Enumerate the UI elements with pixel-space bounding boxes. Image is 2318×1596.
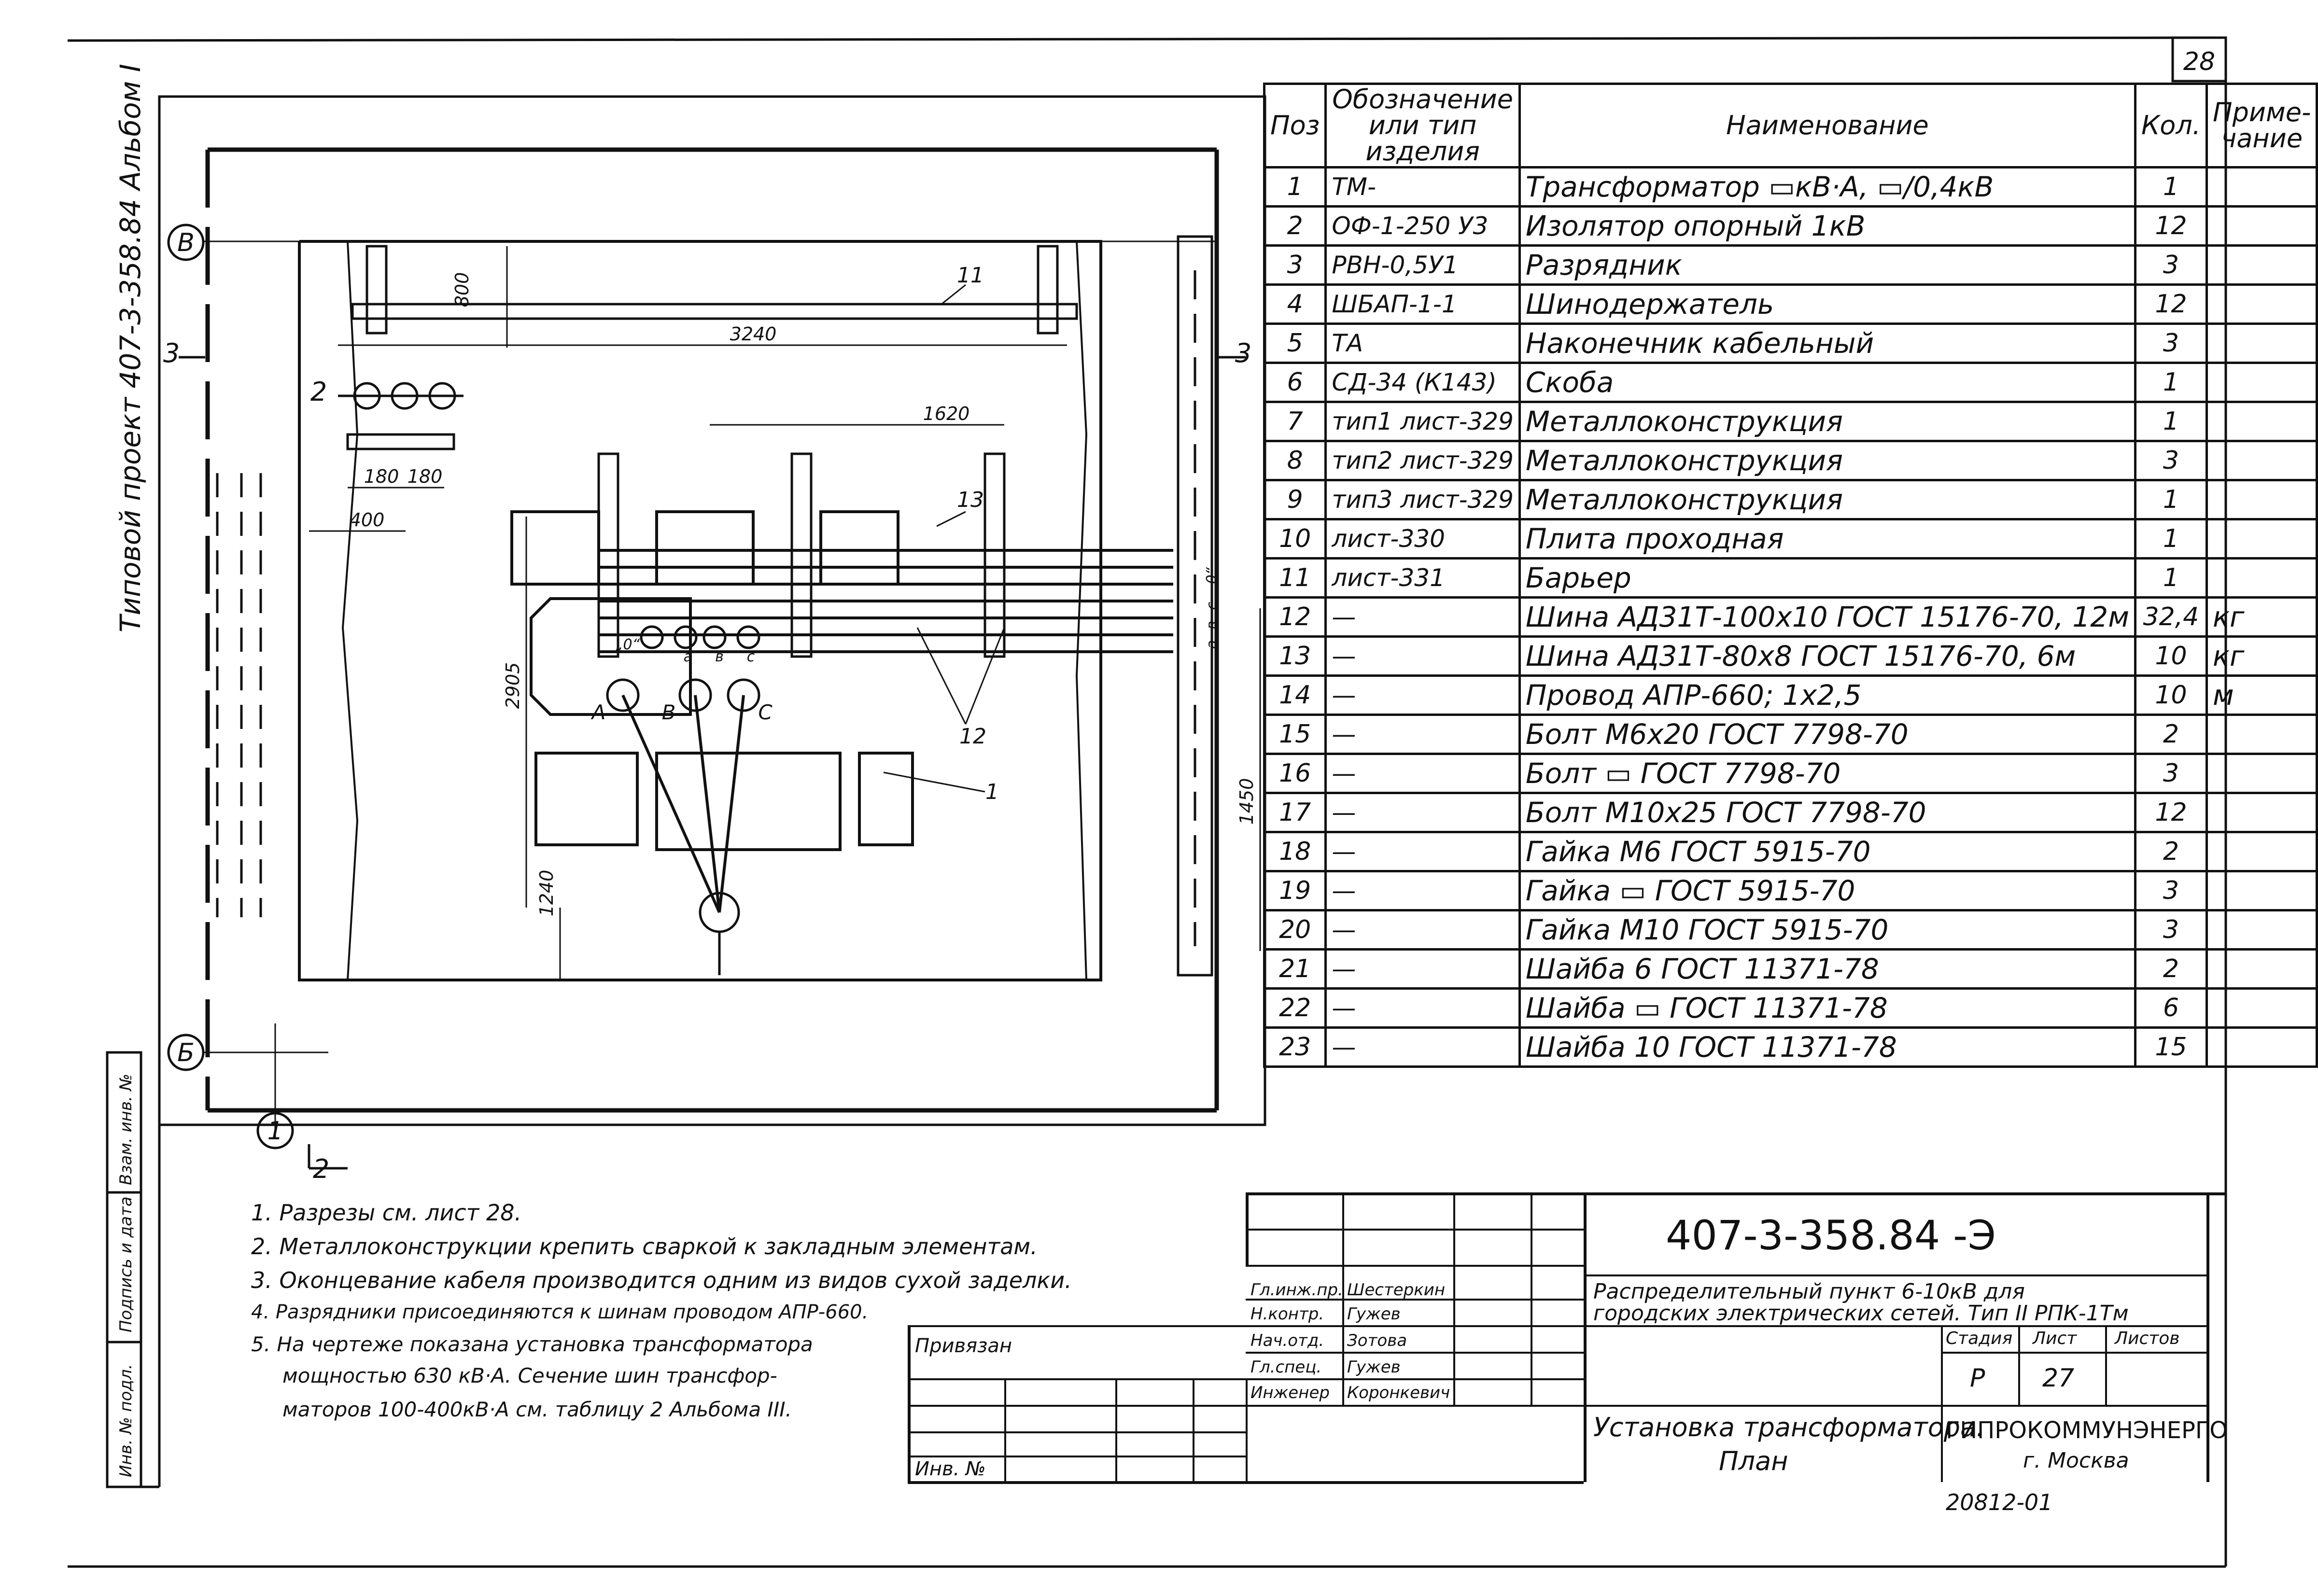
note-line: 3. Оконцевание кабеля производится одним из видов сухой заделки. <box>251 1267 1072 1293</box>
dimension-label: 1240 <box>536 869 557 917</box>
cell-name: Болт М6х20 ГОСТ 7798-70 <box>1519 715 2135 754</box>
name-label: Зотова <box>1347 1331 1407 1350</box>
cell-designation: — <box>1326 910 1520 950</box>
small-label: „0“ <box>615 636 640 653</box>
dimension-label: 400 <box>349 509 385 531</box>
table-row <box>1264 402 2317 441</box>
cell-name: Металлоконструкция <box>1519 402 2135 441</box>
drawing-title-line2: План <box>1719 1446 1788 1476</box>
name-label: Гужев <box>1347 1358 1401 1377</box>
name-label: Коронкевич <box>1347 1383 1450 1402</box>
note-line: маторов 100-400кВ·А см. таблицу 2 Альбома III. <box>282 1398 792 1421</box>
axis-label-1: 1 <box>267 1117 283 1146</box>
cell-name: Трансформатор ▭кВ·А, ▭/0,4кВ <box>1519 168 2135 207</box>
col-header-note: Приме-чание <box>2207 84 2317 168</box>
cell-pos: 3 <box>1264 246 1326 285</box>
corner-sheet-number: 28 <box>2183 47 2216 76</box>
table-row <box>1264 285 2317 324</box>
cell-designation: тип1 лист-329 <box>1326 402 1520 441</box>
col-header-qty: Кол. <box>2135 84 2206 168</box>
side-title: Типовой проект 407-3-358.84 Альбом I <box>114 64 147 632</box>
cell-name: Наконечник кабельный <box>1519 324 2135 363</box>
position-callout: 12 <box>959 724 986 749</box>
cell-qty: 1 <box>2135 402 2206 441</box>
cell-note <box>2207 363 2317 402</box>
cell-pos: 14 <box>1264 676 1326 715</box>
table-row <box>1264 637 2317 676</box>
small-label: c <box>746 648 755 665</box>
cell-qty: 32,4 <box>2135 598 2206 637</box>
side-stamp-label: Взам. инв. № <box>116 1074 136 1185</box>
cell-name: Изолятор опорный 1кВ <box>1519 207 2135 246</box>
position-callout: 11 <box>957 263 984 288</box>
bound-label: Привязан <box>915 1335 1012 1357</box>
specification-table <box>1263 83 2318 1068</box>
cell-note <box>2207 246 2317 285</box>
cell-note <box>2207 832 2317 871</box>
cell-pos: 21 <box>1264 950 1326 989</box>
col-header-pos: Поз <box>1264 84 1326 168</box>
cell-qty: 3 <box>2135 246 2206 285</box>
table-row <box>1264 754 2317 793</box>
cell-pos: 7 <box>1264 402 1326 441</box>
cell-qty: 1 <box>2135 168 2206 207</box>
cell-designation: — <box>1326 793 1520 832</box>
note-line: 5. На чертеже показана установка трансформатора <box>251 1332 813 1356</box>
cell-pos: 4 <box>1264 285 1326 324</box>
table-row <box>1264 480 2317 519</box>
cell-qty: 3 <box>2135 324 2206 363</box>
cell-pos: 1 <box>1264 168 1326 207</box>
cell-note <box>2207 793 2317 832</box>
inv-label: Инв. № <box>915 1458 986 1480</box>
side-label: „0“ <box>1204 567 1221 592</box>
cell-qty: 6 <box>2135 989 2206 1028</box>
cell-note <box>2207 950 2317 989</box>
cell-qty: 10 <box>2135 637 2206 676</box>
cell-qty: 1 <box>2135 559 2206 598</box>
cell-qty: 2 <box>2135 950 2206 989</box>
cell-name: Гайка ▭ ГОСТ 5915-70 <box>1519 871 2135 910</box>
cell-name: Провод АПР-660; 1х2,5 <box>1519 676 2135 715</box>
cell-designation: ТА <box>1326 324 1520 363</box>
cell-note <box>2207 285 2317 324</box>
cell-note <box>2207 1028 2317 1067</box>
side-label: a <box>1204 640 1221 649</box>
table-row <box>1264 1028 2317 1067</box>
dimension-label: 180 <box>364 466 399 487</box>
phase-label: B <box>661 700 676 724</box>
table-row <box>1264 168 2317 207</box>
cell-note <box>2207 480 2317 519</box>
cell-designation: тип2 лист-329 <box>1326 441 1520 480</box>
organization: ГИПРОКОММУНЭНЕРГО <box>1946 1417 2228 1444</box>
cell-designation: лист-330 <box>1326 519 1520 559</box>
cell-qty: 15 <box>2135 1028 2206 1067</box>
table-row <box>1264 324 2317 363</box>
cell-pos: 16 <box>1264 754 1326 793</box>
cell-designation: — <box>1326 676 1520 715</box>
cell-note <box>2207 715 2317 754</box>
cell-pos: 5 <box>1264 324 1326 363</box>
section-mark: 2 <box>310 377 327 407</box>
cell-designation: ОФ-1-250 У3 <box>1326 207 1520 246</box>
table-row <box>1264 246 2317 285</box>
stage-value: Р <box>1970 1364 1985 1393</box>
cell-note <box>2207 871 2317 910</box>
cell-designation: ТМ- <box>1326 168 1520 207</box>
role-label: Инженер <box>1250 1383 1330 1402</box>
cell-note <box>2207 910 2317 950</box>
cell-pos: 15 <box>1264 715 1326 754</box>
cell-pos: 8 <box>1264 441 1326 480</box>
archive-number: 20812-01 <box>1946 1489 2053 1515</box>
cell-note <box>2207 402 2317 441</box>
cell-note <box>2207 559 2317 598</box>
cell-name: Металлоконструкция <box>1519 480 2135 519</box>
cell-note: кг <box>2207 637 2317 676</box>
table-row <box>1264 832 2317 871</box>
cell-designation: — <box>1326 754 1520 793</box>
section-mark: 3 <box>163 338 180 368</box>
table-row <box>1264 207 2317 246</box>
cell-qty: 12 <box>2135 793 2206 832</box>
cell-designation: РВН-0,5У1 <box>1326 246 1520 285</box>
cell-qty: 12 <box>2135 207 2206 246</box>
cell-pos: 6 <box>1264 363 1326 402</box>
cell-name: Плита проходная <box>1519 519 2135 559</box>
cell-note <box>2207 168 2317 207</box>
name-label: Гужев <box>1347 1304 1401 1324</box>
small-label: в <box>715 648 724 665</box>
cell-note <box>2207 441 2317 480</box>
cell-qty: 1 <box>2135 480 2206 519</box>
table-row <box>1264 598 2317 637</box>
position-callout: 1 <box>985 780 999 804</box>
dimension-label: 1450 <box>1236 778 1257 825</box>
table-row <box>1264 715 2317 754</box>
side-stamp-label: Инв. № подл. <box>116 1364 136 1477</box>
cell-designation: тип3 лист-329 <box>1326 480 1520 519</box>
cell-name: Гайка М10 ГОСТ 5915-70 <box>1519 910 2135 950</box>
col-header-name: Наименование <box>1519 84 2135 168</box>
cell-note <box>2207 324 2317 363</box>
cell-qty: 12 <box>2135 285 2206 324</box>
role-label: Гл.инж.пр. <box>1250 1280 1343 1300</box>
cell-name: Гайка М6 ГОСТ 5915-70 <box>1519 832 2135 871</box>
cell-qty: 10 <box>2135 676 2206 715</box>
cell-pos: 17 <box>1264 793 1326 832</box>
role-label: Нач.отд. <box>1250 1331 1324 1350</box>
cell-designation: — <box>1326 598 1520 637</box>
cell-name: Болт ▭ ГОСТ 7798-70 <box>1519 754 2135 793</box>
stage-label: Стадия <box>1946 1329 2013 1348</box>
cell-qty: 2 <box>2135 832 2206 871</box>
table-row <box>1264 910 2317 950</box>
section-mark: 2 <box>312 1154 330 1184</box>
cell-designation: лист-331 <box>1326 559 1520 598</box>
table-row <box>1264 950 2317 989</box>
side-stamp-label: Подпись и дата <box>116 1196 136 1332</box>
table-row <box>1264 989 2317 1028</box>
cell-pos: 23 <box>1264 1028 1326 1067</box>
cell-designation: ШБАП-1-1 <box>1326 285 1520 324</box>
cell-designation: — <box>1326 637 1520 676</box>
dimension-label: 800 <box>451 272 473 308</box>
role-label: Н.контр. <box>1250 1304 1324 1324</box>
note-line: 1. Разрезы см. лист 28. <box>251 1200 522 1226</box>
cell-designation: — <box>1326 871 1520 910</box>
table-row <box>1264 871 2317 910</box>
side-label: в <box>1204 621 1221 630</box>
cell-qty: 1 <box>2135 519 2206 559</box>
cell-qty: 1 <box>2135 363 2206 402</box>
cell-name: Шина АД31Т-100х10 ГОСТ 15176-70, 12м <box>1519 598 2135 637</box>
cell-name: Шайба ▭ ГОСТ 11371-78 <box>1519 989 2135 1028</box>
cell-note <box>2207 519 2317 559</box>
phase-label: A <box>591 700 606 724</box>
cell-note <box>2207 207 2317 246</box>
cell-pos: 13 <box>1264 637 1326 676</box>
drawing-border <box>159 97 1265 1125</box>
cell-designation: — <box>1326 715 1520 754</box>
cell-qty: 3 <box>2135 441 2206 480</box>
project-title-line2: городских электрических сетей. Тип II РПК-1Тм <box>1593 1301 2129 1326</box>
axis-label-b: В <box>177 228 195 257</box>
side-label: c <box>1204 602 1221 610</box>
table-row <box>1264 676 2317 715</box>
note-line: мощностью 630 кВ·А. Сечение шин трансфор- <box>282 1364 777 1387</box>
cell-note <box>2207 754 2317 793</box>
section-mark: 3 <box>1235 338 1252 368</box>
cell-pos: 11 <box>1264 559 1326 598</box>
note-line: 4. Разрядники присоединяются к шинам проводом АПР-660. <box>251 1301 869 1323</box>
cell-note: кг <box>2207 598 2317 637</box>
cell-name: Разрядник <box>1519 246 2135 285</box>
cell-pos: 18 <box>1264 832 1326 871</box>
cell-designation: — <box>1326 832 1520 871</box>
cell-note <box>2207 989 2317 1028</box>
drawing-title-line1: Установка трансформатора. <box>1593 1412 1985 1442</box>
cell-pos: 20 <box>1264 910 1326 950</box>
cell-pos: 2 <box>1264 207 1326 246</box>
axis-label-be: Б <box>177 1038 195 1067</box>
phase-label: C <box>758 700 773 724</box>
name-label: Шестеркин <box>1347 1280 1446 1300</box>
cell-qty: 3 <box>2135 871 2206 910</box>
table-header-row <box>1264 84 2317 168</box>
cell-pos: 22 <box>1264 989 1326 1028</box>
table-row <box>1264 559 2317 598</box>
small-label: a <box>683 648 693 665</box>
sheet-frame-top <box>68 38 2226 41</box>
cell-name: Шайба 10 ГОСТ 11371-78 <box>1519 1028 2135 1067</box>
position-callout: 13 <box>957 488 984 512</box>
cell-name: Шайба 6 ГОСТ 11371-78 <box>1519 950 2135 989</box>
role-label: Гл.спец. <box>1250 1358 1322 1377</box>
cell-qty: 3 <box>2135 754 2206 793</box>
cell-pos: 12 <box>1264 598 1326 637</box>
cell-name: Болт М10х25 ГОСТ 7798-70 <box>1519 793 2135 832</box>
cell-pos: 9 <box>1264 480 1326 519</box>
city: г. Москва <box>2023 1448 2129 1473</box>
cell-name: Металлоконструкция <box>1519 441 2135 480</box>
col-header-designation: Обозначение или тип изделия <box>1326 84 1520 168</box>
cell-designation: — <box>1326 950 1520 989</box>
cell-qty: 3 <box>2135 910 2206 950</box>
sheet-value: 27 <box>2042 1364 2075 1393</box>
dimension-label: 3240 <box>730 323 777 345</box>
table-row <box>1264 441 2317 480</box>
table-row <box>1264 363 2317 402</box>
cell-designation: — <box>1326 1028 1520 1067</box>
cell-pos: 19 <box>1264 871 1326 910</box>
dimension-label: 180 <box>407 466 443 487</box>
cell-designation: — <box>1326 989 1520 1028</box>
cell-note: м <box>2207 676 2317 715</box>
cell-name: Скоба <box>1519 363 2135 402</box>
project-title-line1: Распределительный пункт 6-10кВ для <box>1593 1279 2025 1304</box>
table-row <box>1264 519 2317 559</box>
cell-name: Барьер <box>1519 559 2135 598</box>
cell-qty: 2 <box>2135 715 2206 754</box>
sheets-label: Листов <box>2115 1329 2180 1348</box>
cell-designation: СД-34 (К143) <box>1326 363 1520 402</box>
sheet-label: Лист <box>2033 1329 2077 1348</box>
doc-code: 407-3-358.84 -Э <box>1666 1212 1996 1259</box>
dimension-label: 1620 <box>923 403 970 424</box>
note-line: 2. Металлоконструкции крепить сваркой к закладным элементам. <box>251 1233 1038 1260</box>
table-row <box>1264 793 2317 832</box>
cell-name: Шина АД31Т-80х8 ГОСТ 15176-70, 6м <box>1519 637 2135 676</box>
cell-pos: 10 <box>1264 519 1326 559</box>
dimension-label: 2905 <box>502 662 523 709</box>
cell-name: Шинодержатель <box>1519 285 2135 324</box>
